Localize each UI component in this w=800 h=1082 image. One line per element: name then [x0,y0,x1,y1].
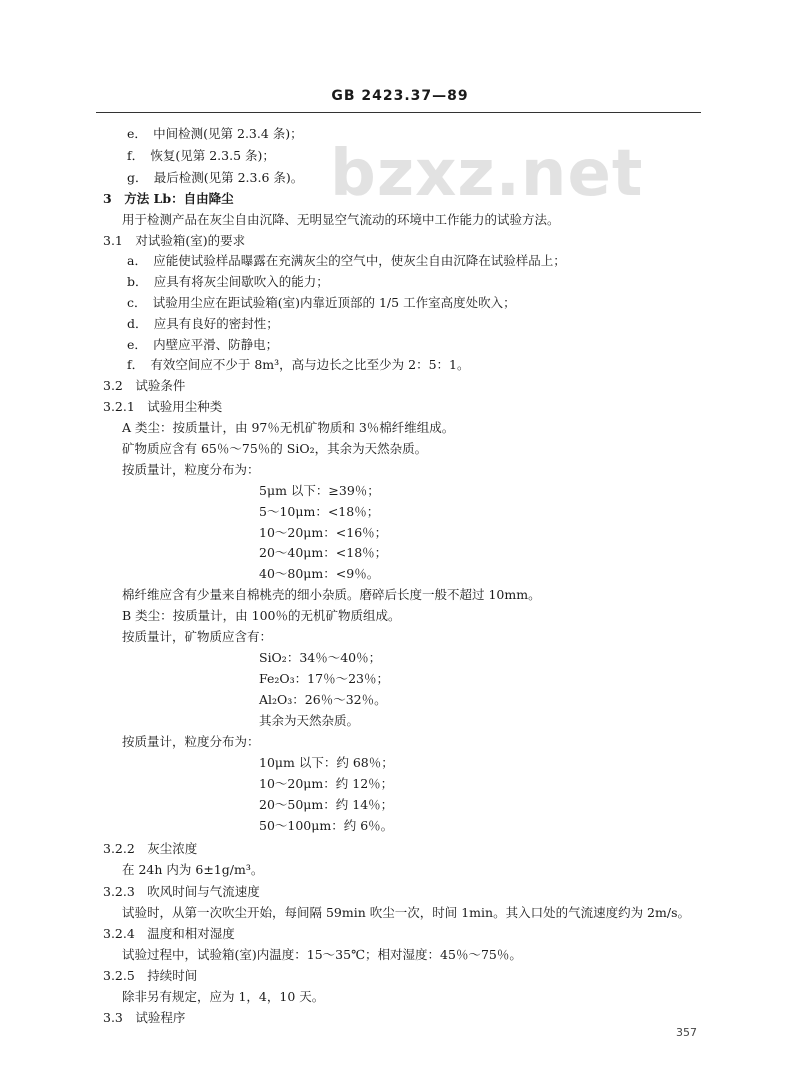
page-number: 357 [676,1026,697,1039]
particle-row: 10～20μm：约 12％； [259,776,394,791]
list-item-a: a． 应能使试验样品曝露在充满灰尘的空气中，使灰尘自由沉降在试验样品上； [127,253,566,268]
composition-row: Fe₂O₃：17％～23％； [259,671,389,686]
paragraph-temperature: 试验过程中，试验箱(室)内温度：15～35℃；相对湿度：45％～75％。 [122,947,522,962]
particle-row: 20～50μm：约 14％； [259,797,394,812]
paragraph-mineral-b: 按质量计，矿物质应含有： [122,629,273,644]
paragraph-purpose: 用于检测产品在灰尘自由沉降、无明显空气流动的环境中工作能力的试验方法。 [122,212,560,227]
particle-row: 5～10μm：<18％； [259,504,380,519]
paragraph-dust-b: B 类尘：按质量计，由 100％的无机矿物质组成。 [122,608,401,623]
particle-row: 5μm 以下：≥39％； [259,483,380,498]
paragraph-dust-a: A 类尘：按质量计，由 97％无机矿物质和 3％棉纤维组成。 [122,420,455,435]
particle-row: 50～100μm：约 6％。 [259,818,394,833]
header-divider [96,112,701,113]
composition-row: 其余为天然杂质。 [259,713,360,728]
list-item-f: f． 有效空间应不少于 8m³，高与边长之比至少为 2：5：1。 [127,357,470,372]
section-3-3-heading: 3.3 试验程序 [103,1010,186,1025]
list-item-b: b． 应具有将灰尘间歇吹入的能力； [127,274,329,289]
section-3-2-4-heading: 3.2.4 温度和相对湿度 [103,926,235,941]
section-3-2-3-heading: 3.2.3 吹风时间与气流速度 [103,884,260,899]
section-3-2-1-heading: 3.2.1 试验用尘种类 [103,399,223,414]
particle-row: 10μm 以下：约 68％； [259,755,394,770]
particle-row: 10～20μm：<16％； [259,525,388,540]
watermark-logo: bzxz.net [330,137,644,211]
paragraph-blowing: 试验时，从第一次吹尘开始，每间隔 59min 吹尘一次，时间 1min。其入口处的气流速度约为 2m/s。 [122,905,690,920]
paragraph-concentration: 在 24h 内为 6±1g/m³。 [122,862,264,877]
paragraph-mineral: 矿物质应含有 65％～75％的 SiO₂，其余为天然杂质。 [122,441,428,456]
section-3-2-5-heading: 3.2.5 持续时间 [103,968,198,983]
paragraph-particle-b: 按质量计，粒度分布为： [122,734,260,749]
paragraph-cotton: 棉纤维应含有少量来自棉桃壳的细小杂质。磨碎后长度一般不超过 10mm。 [122,587,541,602]
composition-row: SiO₂：34％～40％； [259,650,382,665]
list-item-e: e． 内壁应平滑、防静电； [127,337,279,352]
composition-row: Al₂O₃：26％～32％。 [259,692,387,707]
particle-row: 40～80μm：<9％。 [259,566,380,581]
paragraph-duration: 除非另有规定，应为 1，4，10 天。 [122,989,325,1004]
list-item-f-recovery: f． 恢复(见第 2.3.5 条)； [127,148,275,163]
list-item-c: c． 试验用尘应在距试验箱(室)内靠近顶部的 1/5 工作室高度处吹入； [127,295,516,310]
particle-row: 20～40μm：<18％； [259,545,388,560]
section-3-2-heading: 3.2 试验条件 [103,378,186,393]
paragraph-particle-a: 按质量计，粒度分布为： [122,462,260,477]
section-3-2-2-heading: 3.2.2 灰尘浓度 [103,841,198,856]
list-item-d: d． 应具有良好的密封性； [127,316,279,331]
section-3-heading: 3 方法 Lb：自由降尘 [103,191,234,206]
page-header: GB 2423.37—89 [331,88,469,104]
section-3-1-heading: 3.1 对试验箱(室)的要求 [103,233,246,248]
list-item-e-intermediate: e． 中间检测(见第 2.3.4 条)； [127,126,303,141]
list-item-g-final: g． 最后检测(见第 2.3.6 条)。 [127,170,304,185]
